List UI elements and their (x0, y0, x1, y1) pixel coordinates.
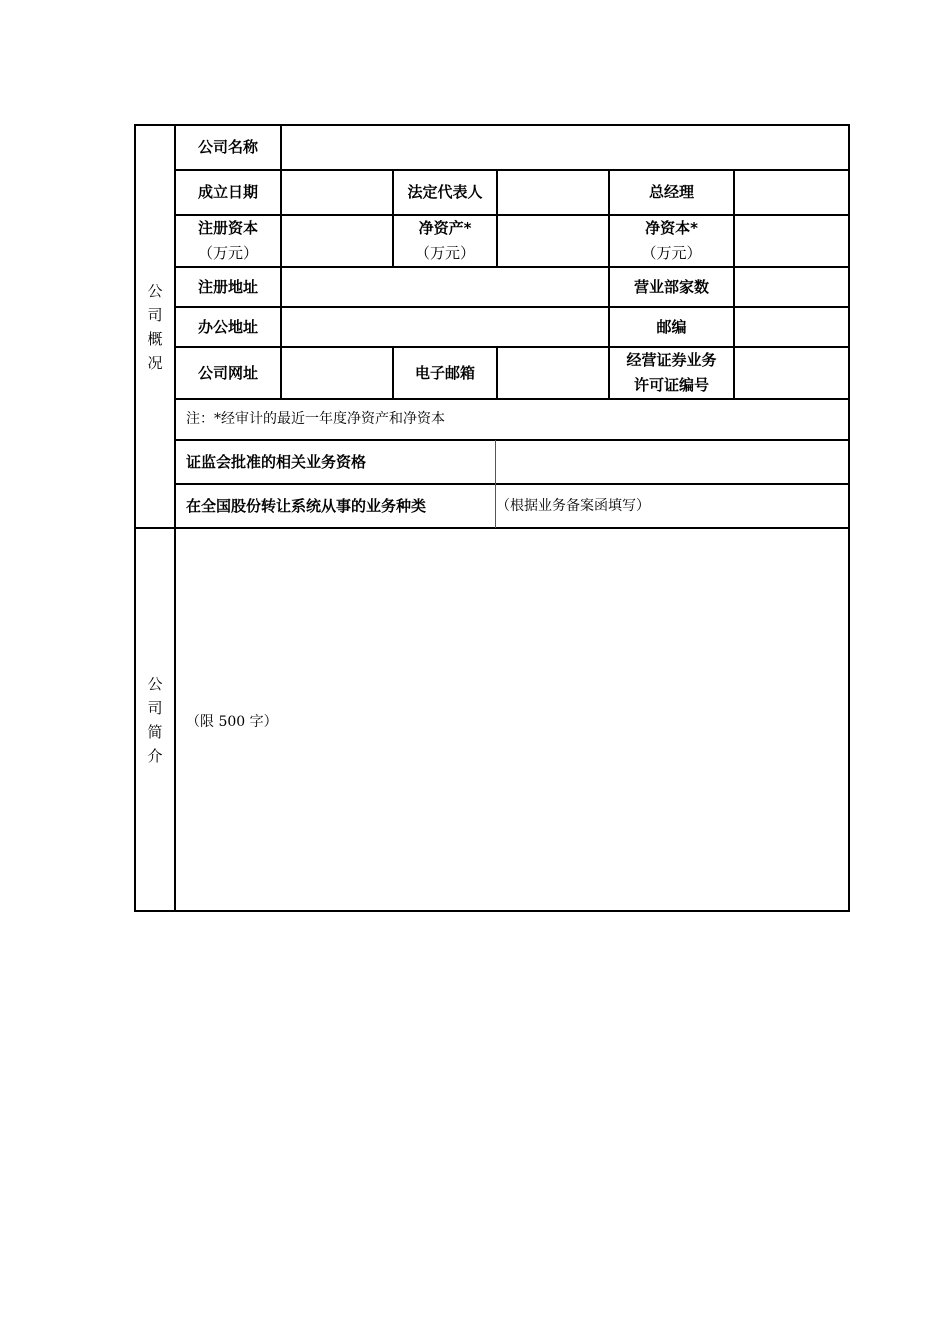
intro-hint: （限 500 字） (186, 714, 278, 730)
note-text: 注：*经审计的最近一年度净资产和净资本 (186, 411, 445, 427)
legal-rep-field[interactable] (498, 171, 608, 214)
border-right (848, 124, 850, 912)
section-label-intro (136, 529, 174, 910)
label-line: 经营证券业务 (626, 351, 717, 369)
net-capital-field[interactable] (735, 216, 848, 266)
section-char: 简 (147, 722, 163, 741)
section-char: 司 (147, 698, 163, 717)
section-char: 介 (147, 746, 163, 765)
registered-address-field[interactable] (282, 268, 608, 306)
section-label-overview (136, 126, 174, 527)
label-established-date: 成立日期 (197, 183, 258, 201)
label-line: 净资本* (645, 219, 698, 237)
branch-count-field[interactable] (735, 268, 848, 306)
label-branch-count: 营业部家数 (633, 277, 709, 296)
label-line: （万元） (414, 244, 475, 262)
neeq-business-hint[interactable]: （根据业务备案函填写） (496, 497, 650, 514)
license-number-field[interactable] (735, 348, 848, 398)
registered-capital-field[interactable] (282, 216, 392, 266)
label-legal-rep: 法定代表人 (407, 183, 483, 201)
website-field[interactable] (282, 348, 392, 398)
section-char: 公 (147, 674, 163, 693)
csrc-qualification-field[interactable] (496, 441, 848, 483)
label-line: 许可证编号 (633, 376, 709, 394)
label-company-name: 公司名称 (197, 138, 258, 156)
general-manager-field[interactable] (735, 171, 848, 214)
section-char: 司 (147, 305, 163, 324)
label-net-assets (394, 216, 496, 266)
office-address-field[interactable] (282, 308, 608, 346)
label-registered-address: 注册地址 (197, 277, 258, 296)
border-bottom (134, 910, 850, 912)
postcode-field[interactable] (735, 308, 848, 346)
company-info-form (134, 124, 850, 912)
label-registered-capital (176, 216, 280, 266)
label-line: 注册资本 (197, 219, 258, 237)
label-net-capital (610, 216, 733, 266)
section-char: 况 (147, 353, 163, 372)
label-neeq-business: 在全国股份转让系统从事的业务种类 (186, 496, 427, 515)
section-char: 概 (147, 329, 163, 348)
label-general-manager: 总经理 (648, 183, 694, 201)
label-email: 电子邮箱 (414, 363, 475, 382)
label-line: 净资产* (418, 219, 472, 237)
company-intro-field[interactable] (176, 529, 848, 910)
label-line: （万元） (641, 244, 702, 262)
label-license-number (610, 348, 733, 398)
company-name-field[interactable] (282, 126, 848, 169)
label-csrc-qualification: 证监会批准的相关业务资格 (186, 452, 367, 471)
email-field[interactable] (498, 348, 608, 398)
label-office-address: 办公地址 (197, 317, 258, 336)
label-website: 公司网址 (197, 363, 258, 382)
section-char: 公 (147, 281, 163, 300)
net-assets-field[interactable] (498, 216, 608, 266)
label-postcode: 邮编 (656, 317, 687, 336)
label-line: （万元） (197, 244, 258, 262)
established-date-field[interactable] (282, 171, 392, 214)
